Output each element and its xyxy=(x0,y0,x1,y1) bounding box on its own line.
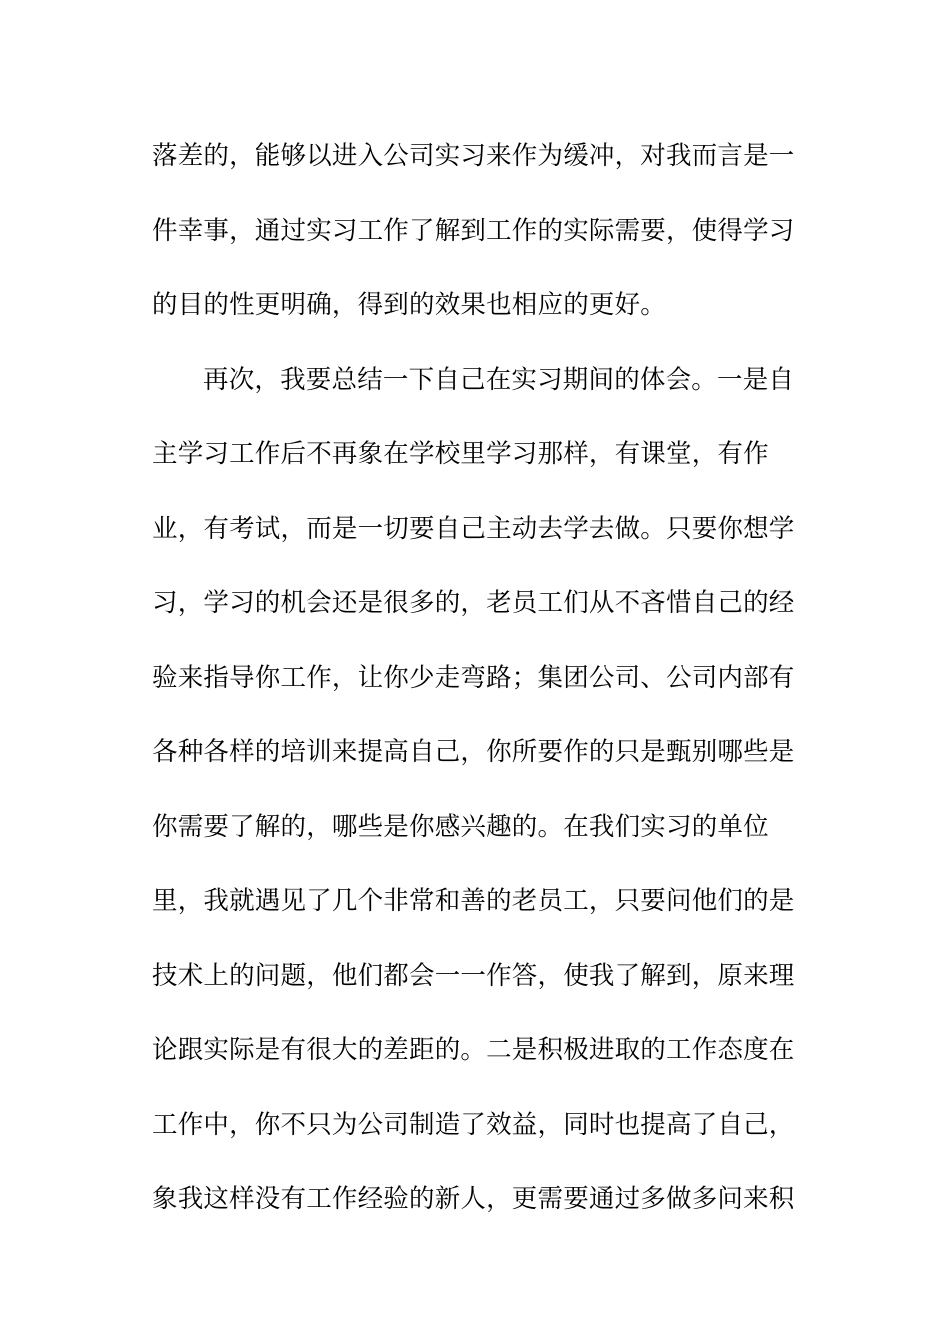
body-text xyxy=(152,128,795,1246)
text-line: 工作中，你不只为公司制造了效益，同时也提高了自己， xyxy=(152,1109,795,1140)
text-line: 件幸事，通过实习工作了解到工作的实际需要，使得学习 xyxy=(152,215,795,246)
text-line: 业，有考试，而是一切要自己主动去学去做。只要你想学 xyxy=(152,513,795,544)
text-line: 落差的，能够以进入公司实习来作为缓冲，对我而言是一 xyxy=(152,141,795,171)
text-line: 习，学习的机会还是很多的，老员工们从不吝惜自己的经 xyxy=(152,588,795,618)
text-line: 论跟实际是有很大的差距的。二是积极进取的工作态度在 xyxy=(152,1035,795,1065)
text-line: 技术上的问题，他们都会一一作答，使我了解到，原来理 xyxy=(152,960,795,991)
text-line: 主学习工作后不再象在学校里学习那样，有课堂，有作 xyxy=(152,439,769,469)
text-line: 的目的性更明确，得到的效果也相应的更好。 xyxy=(152,290,667,320)
text-line: 里，我就遇见了几个非常和善的老员工，只要问他们的是 xyxy=(152,886,795,916)
text-line: 验来指导你工作，让你少走弯路；集团公司、公司内部有 xyxy=(152,662,795,693)
text-line: 你需要了解的，哪些是你感兴趣的。在我们实习的单位 xyxy=(152,811,769,842)
text-line: 象我这样没有工作经验的新人，更需要通过多做多问来积 xyxy=(152,1184,795,1214)
text-line: 各种各样的培训来提高自己，你所要作的只是甄别哪些是 xyxy=(152,737,795,767)
paragraph-start-line: 再次，我要总结一下自己在实习期间的体会。一是自 xyxy=(203,364,795,395)
